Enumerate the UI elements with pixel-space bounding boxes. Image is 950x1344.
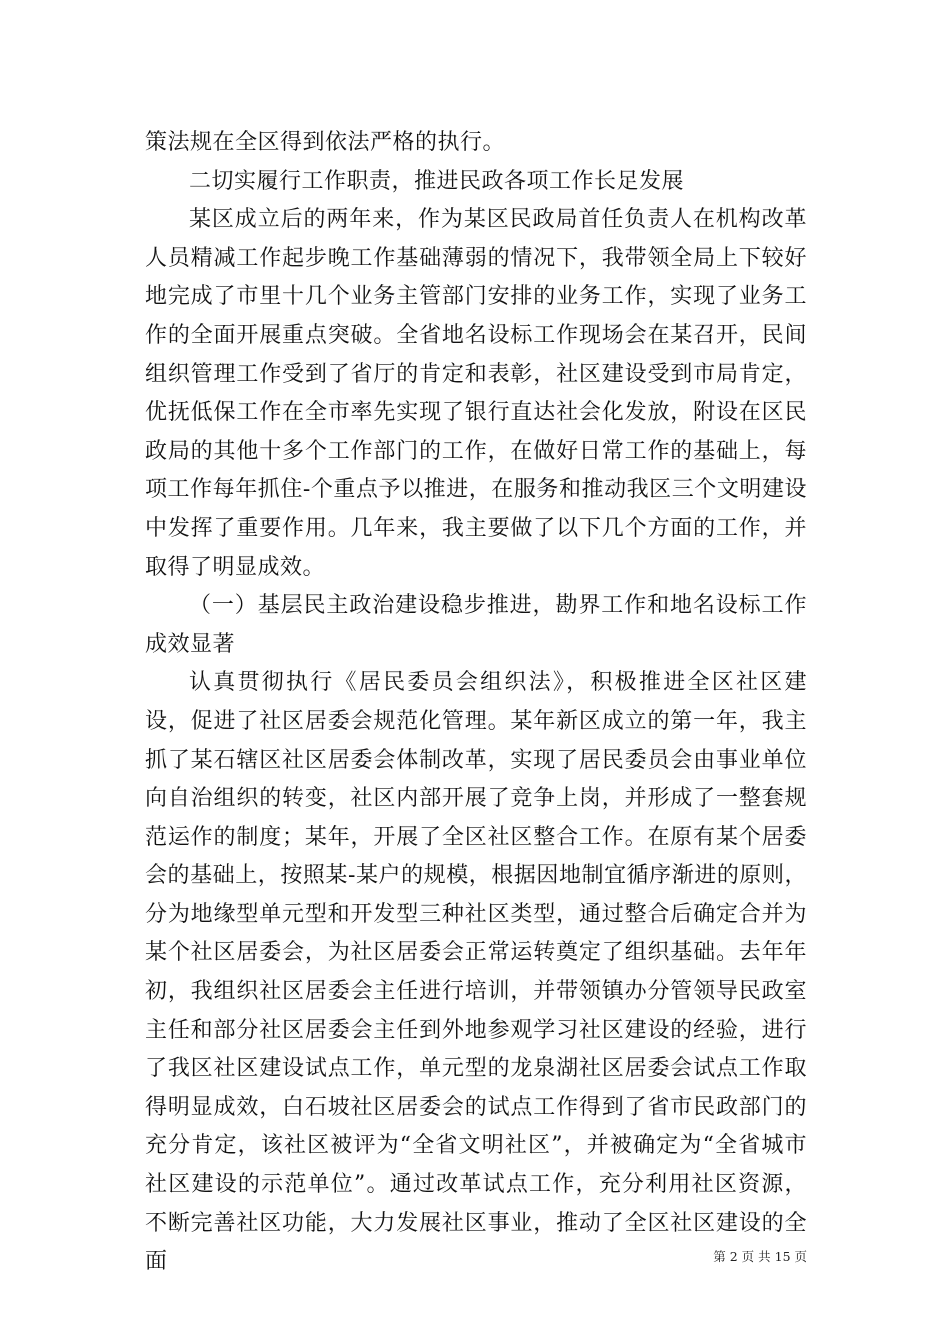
paragraph-overview: 某区成立后的两年来，作为某区民政局首任负责人在机构改革人员精减工作起步晚工作基础薄弱的情况下，我带领全局上下较好地完成了市里十几个业务主管部门安排的业务工作，实现了业务工作的全面开展重点突破。全省地名设标工作现场会在某召开，民间组织管理工作受到了省厅的肯定和表彰，社区建设受到市局肯定，优抚低保工作在全市率先实现了银行直达社会化发放，附设在区民政局的其他十多个工作部门的工作，在做好日常工作的基础上，每项工作每年抓住-个重点予以推进，在服务和推动我区三个文明建设中发挥了重要作用。几年来，我主要做了以下几个方面的工作，并取得了明显成效。 (145, 207, 807, 580)
body-text (145, 124, 807, 1282)
page-number: 第 2 页 共 15 页 (713, 1249, 807, 1264)
paragraph-community: 认真贯彻执行《居民委员会组织法》，积极推进全区社区建设，促进了社区居委会规范化管理。某年新区成立的第一年，我主抓了某石辖区社区居委会体制改革，实现了居民委员会由事业单位向自治组织的转变，社区内部开展了竞争上岗，并形成了一整套规范运作的制度；某年，开展了全区社区整合工作。在原有某个居委会的基础上，按照某-某户的规模，根据因地制宜循序渐进的原则，分为地缘型单元型和开发型三种社区类型，通过整合后确定合并为某个社区居委会，为社区居委会正常运转奠定了组织基础。去年年初，我组织社区居委会主任进行培训，并带领镇办分管领导民政室主任和部分社区居委会主任到外地参观学习社区建设的经验，进行了我区社区建设试点工作，单元型的龙泉湖社区居委会试点工作取得明显成效，白石坡社区居委会的试点工作得到了省市民政部门的充分肯定，该社区被评为“全省文明社区”，并被确定为“全省城市社区建设的示范单位”。通过改革试点工作，充分利用社区资源，不断完善社区功能，大力发展社区事业，推动了全区社区建设的全面 (145, 670, 807, 1275)
paragraph-continuation: 策法规在全区得到依法严格的执行。 (145, 130, 506, 155)
section-heading-2: 二切实履行工作职责，推进民政各项工作长足发展 (189, 168, 685, 194)
subsection-heading-1: （一）基层民主政治建设稳步推进，勘界工作和地名设标工作成效显著 (145, 593, 807, 657)
